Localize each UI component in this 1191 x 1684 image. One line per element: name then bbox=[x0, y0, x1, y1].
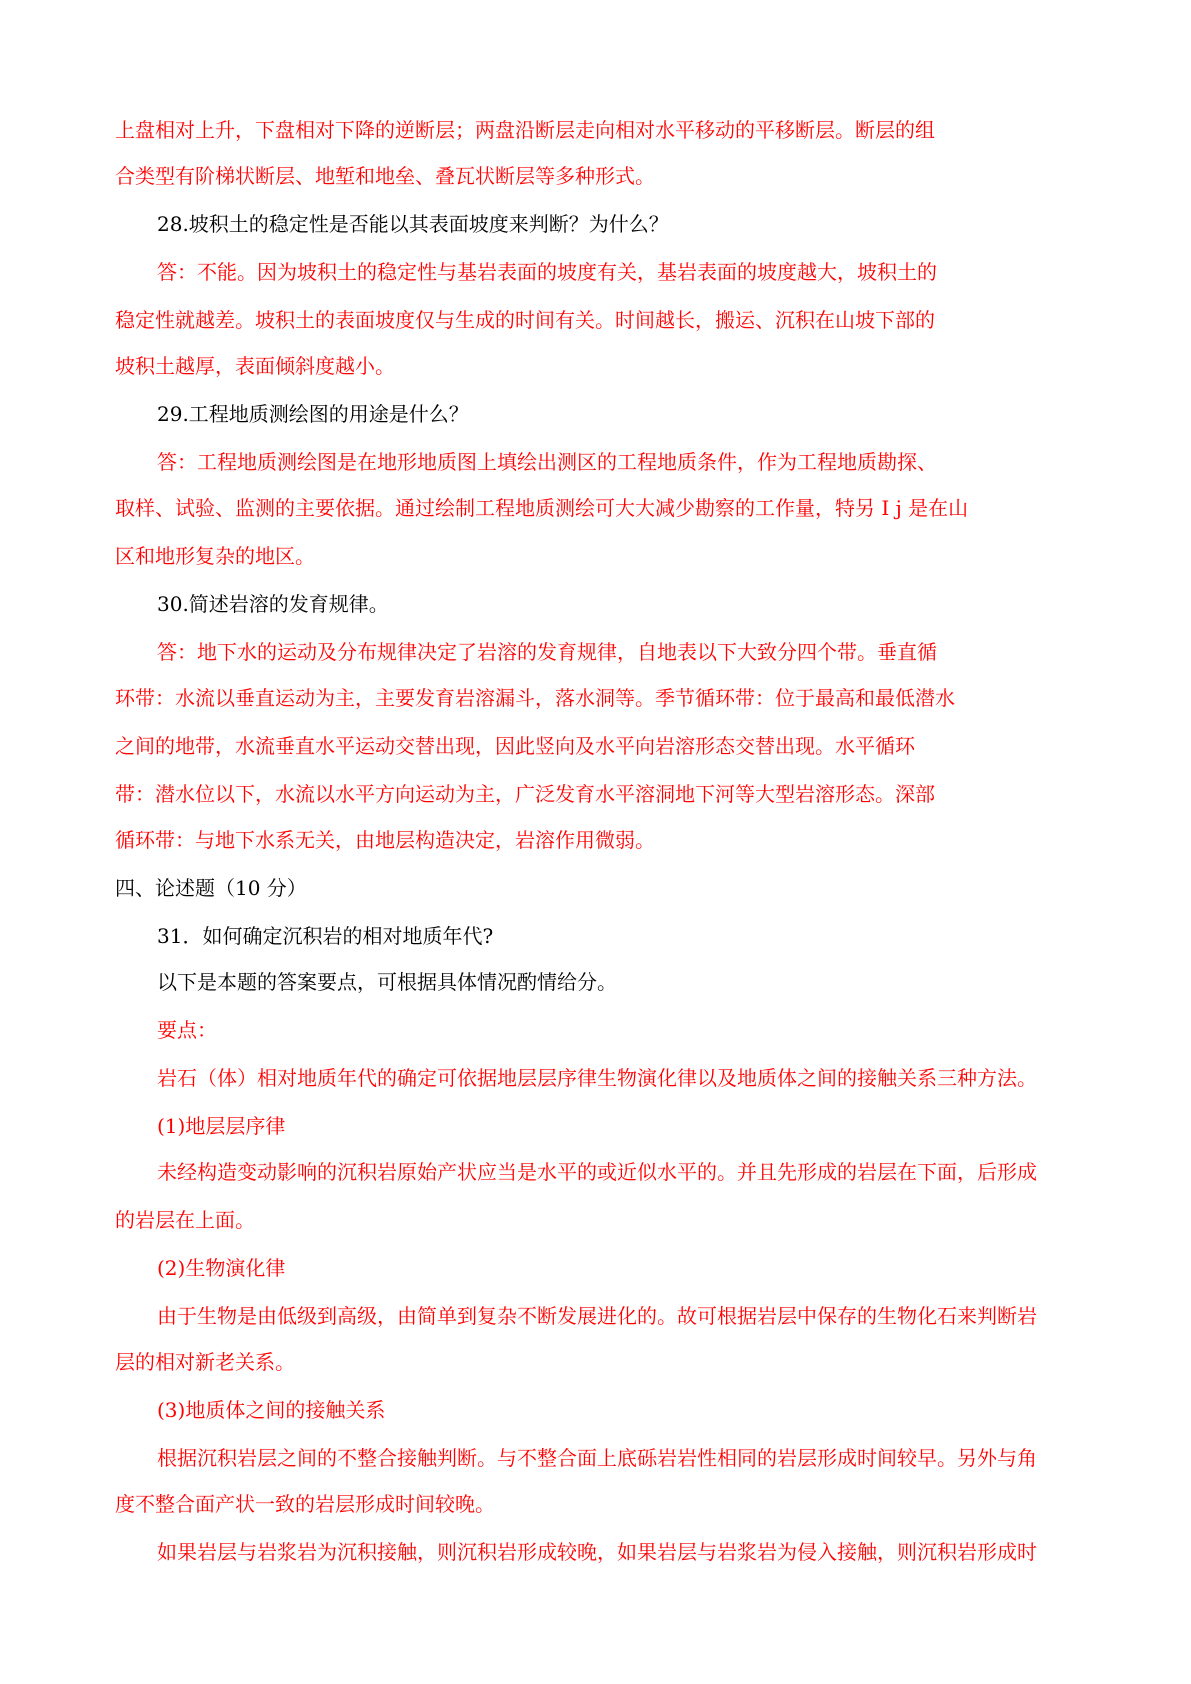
answer-line: 的岩层在上面。 bbox=[115, 1208, 255, 1232]
question-line: 28.坡积土的稳定性是否能以其表面坡度来判断？为什么？ bbox=[157, 212, 669, 236]
answer-line: 坡积土越厚，表面倾斜度越小。 bbox=[115, 354, 395, 378]
answer-line: 未经构造变动影响的沉积岩原始产状应当是水平的或近似水平的。并且先形成的岩层在下面，后形成 bbox=[157, 1160, 1037, 1184]
answer-line: 之间的地带，水流垂直水平运动交替出现，因此竖向及水平向岩溶形态交替出现。水平循环 bbox=[115, 734, 915, 758]
answer-line: 答：地下水的运动及分布规律决定了岩溶的发育规律，自地表以下大致分四个带。垂直循 bbox=[157, 640, 937, 664]
answer-line: 由于生物是由低级到高级，由简单到复杂不断发展进化的。故可根据岩层中保存的生物化石来判断岩 bbox=[157, 1304, 1037, 1328]
answer-line: 答：工程地质测绘图是在地形地质图上填绘出测区的工程地质条件，作为工程地质勘探、 bbox=[157, 450, 937, 474]
answer-line: (3)地质体之间的接触关系 bbox=[157, 1398, 386, 1422]
text-line: 合类型有阶梯状断层、地堑和地垒、叠瓦状断层等多种形式。 bbox=[115, 164, 655, 188]
answer-line: 如果岩层与岩浆岩为沉积接触，则沉积岩形成较晚，如果岩层与岩浆岩为侵入接触，则沉积岩形成时 bbox=[157, 1540, 1037, 1564]
answer-line: 要点： bbox=[157, 1018, 217, 1042]
section-heading: 四、论述题（10 分） bbox=[115, 876, 307, 900]
answer-line: (1)地层层序律 bbox=[157, 1114, 286, 1138]
answer-line: (2)生物演化律 bbox=[157, 1256, 286, 1280]
answer-line: 岩石（体）相对地质年代的确定可依据地层层序律生物演化律以及地质体之间的接触关系三种方法。 bbox=[157, 1066, 1037, 1090]
answer-line: 循环带：与地下水系无关，由地层构造决定，岩溶作用微弱。 bbox=[115, 828, 655, 852]
answer-line: 层的相对新老关系。 bbox=[115, 1350, 295, 1374]
text-line: 上盘相对上升，下盘相对下降的逆断层；两盘沿断层走向相对水平移动的平移断层。断层的组 bbox=[115, 118, 935, 142]
answer-line: 根据沉积岩层之间的不整合接触判断。与不整合面上底砾岩岩性相同的岩层形成时间较早。另外与角 bbox=[157, 1446, 1037, 1470]
question-line: 31．如何确定沉积岩的相对地质年代? bbox=[157, 924, 494, 948]
answer-line: 取样、试验、监测的主要依据。通过绘制工程地质测绘可大大减少勘察的工作量，特另 I j 是在山 bbox=[115, 496, 969, 520]
answer-line: 答：不能。因为坡积土的稳定性与基岩表面的坡度有关，基岩表面的坡度越大，坡积土的 bbox=[157, 260, 937, 284]
question-line: 29.工程地质测绘图的用途是什么？ bbox=[157, 402, 469, 426]
answer-line: 稳定性就越差。坡积土的表面坡度仅与生成的时间有关。时间越长，搬运、沉积在山坡下部的 bbox=[115, 308, 935, 332]
answer-line: 带：潜水位以下，水流以水平方向运动为主，广泛发育水平溶洞地下河等大型岩溶形态。深部 bbox=[115, 782, 935, 806]
answer-line: 区和地形复杂的地区。 bbox=[115, 544, 315, 568]
question-line: 30.简述岩溶的发育规律。 bbox=[157, 592, 389, 616]
answer-line: 环带：水流以垂直运动为主，主要发育岩溶漏斗，落水洞等。季节循环带：位于最高和最低潜水 bbox=[115, 686, 955, 710]
instruction-line: 以下是本题的答案要点，可根据具体情况酌情给分。 bbox=[157, 970, 617, 994]
answer-line: 度不整合面产状一致的岩层形成时间较晚。 bbox=[115, 1492, 495, 1516]
